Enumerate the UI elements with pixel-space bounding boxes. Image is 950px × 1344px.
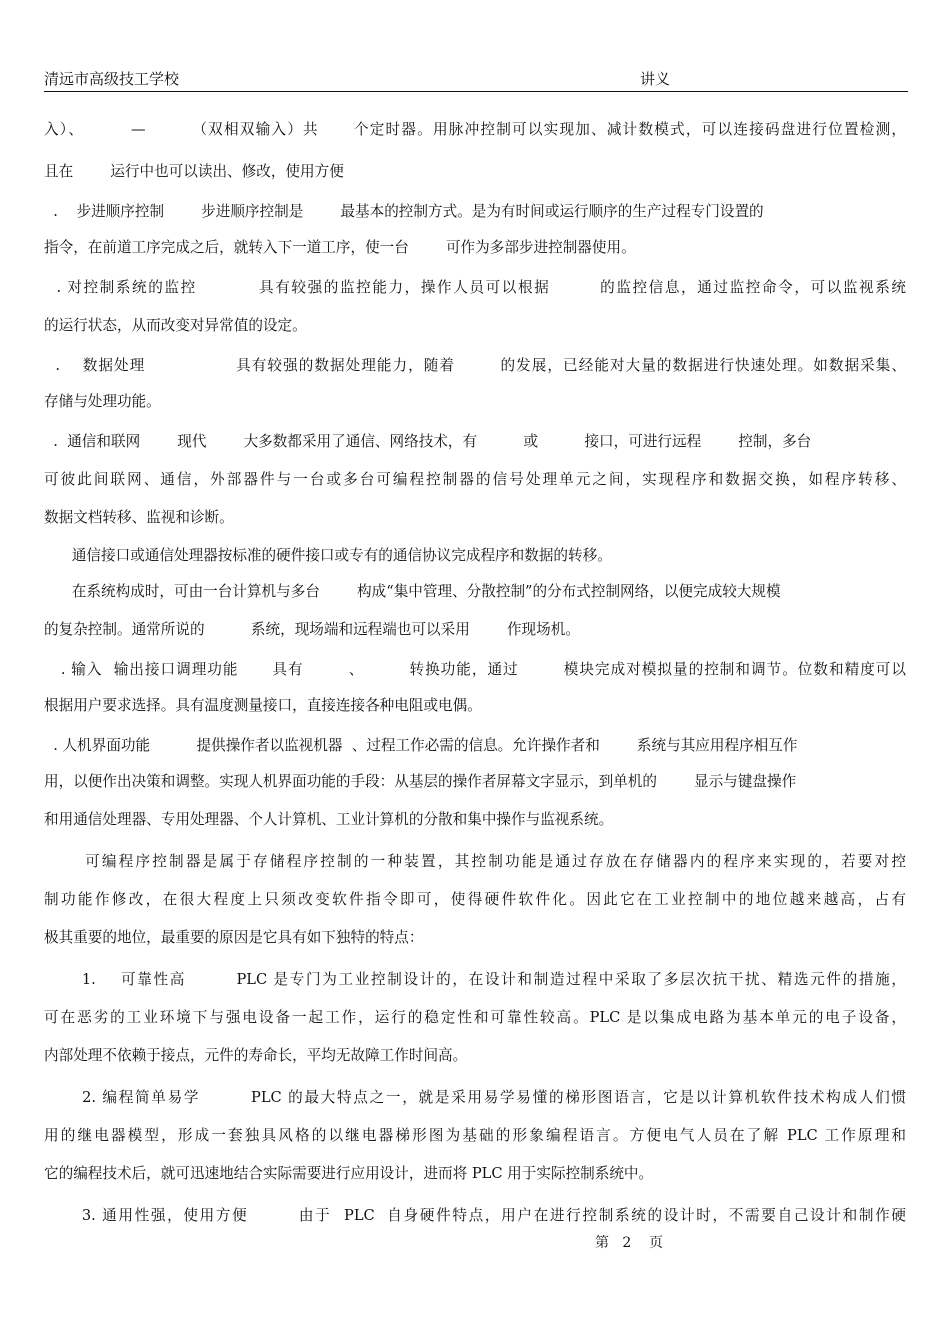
text-line: 可编程序控制器是属于存储程序控制的一种装置，其控制功能是通过存放在存储器内的程序来实现的，若要对控	[44, 853, 906, 870]
text-line: . 人机界面功能 提供操作者以监视机器 、过程工作必需的信息。允许操作者和 系统与其应用程序相互作	[44, 737, 798, 754]
page-number: 第 2 页	[595, 1235, 664, 1251]
text-line: 入）、 — （双相双输入）共 个定时器。用脉冲控制可以实现加、减计数模式，可以连接码盘进行位置检测，	[44, 121, 906, 138]
text-line: 在系统构成时，可由一台计算机与多台 构成“集中管理、分散控制”的分布式控制网络，以便完成较大规模	[44, 583, 781, 600]
text-line: 存储与处理功能。	[44, 393, 161, 410]
text-line: 极其重要的地位，最重要的原因是它具有如下独特的特点：	[44, 929, 424, 946]
text-line: 数据文档转移、监视和诊断。	[44, 509, 234, 526]
text-line: 1. 可靠性高 PLC 是专门为工业控制设计的，在设计和制造过程中采取了多层次抗干扰、精选元件的措施，	[44, 971, 906, 988]
text-line: . 步进顺序控制 步进顺序控制是 最基本的控制方式。是为有时间或运行顺序的生产过程专门设置的	[44, 203, 764, 220]
text-line: 指令，在前道工序完成之后，就转入下一道工序，使一台 可作为多部步进控制器使用。	[44, 239, 636, 256]
text-line: 可彼此间联网、通信，外部器件与一台或多台可编程控制器的信号处理单元之间，实现程序和数据交换，如程序转移、	[44, 471, 906, 488]
text-line: 用，以便作出决策和调整。实现人机界面功能的手段：从基层的操作者屏幕文字显示，到单机的 显示与键盘操作	[44, 773, 797, 790]
text-line: . 通信和联网 现代 大多数都采用了通信、网络技术，有 或 接口，可进行远程 控制，多台	[44, 433, 812, 450]
page-header	[44, 68, 908, 92]
text-line: 3. 通用性强，使用方便 由于 PLC 自身硬件特点，用户在进行控制系统的设计时，不需要自己设计和制作硬	[44, 1207, 906, 1224]
text-line: 根据用户要求选择。具有温度测量接口，直接连接各种电阻或电偶。	[44, 697, 482, 714]
text-line: 用的继电器模型，形成一套独具风格的以继电器梯形图为基础的形象编程语言。方便电气人员在了解 PLC 工作原理和	[44, 1127, 906, 1144]
text-line: 且在 运行中也可以读出、修改，使用方便	[44, 163, 344, 180]
header-rule	[44, 91, 908, 92]
text-line: 制功能作修改，在很大程度上只须改变软件指令即可，使得硬件软件化。因此它在工业控制中的地位越来越高，占有	[44, 891, 906, 908]
text-line: 可在恶劣的工业环境下与强电设备一起工作，运行的稳定性和可靠性较高。PLC 是以集成电路为基本单元的电子设备，	[44, 1009, 906, 1026]
text-line: 的运行状态，从而改变对异常值的设定。	[44, 317, 307, 334]
school-name: 清远市高级技工学校	[44, 70, 180, 88]
text-line: . 输入 输出接口调理功能 具有 、 转换功能，通过 模块完成对模拟量的控制和调节。位数和精度可以	[44, 661, 906, 678]
document-type: 讲义	[640, 70, 671, 88]
text-line: 2. 编程简单易学 PLC 的最大特点之一，就是采用易学易懂的梯形图语言，它是以计算机软件技术构成人们惯	[44, 1089, 906, 1106]
text-line: . 对控制系统的监控 具有较强的监控能力，操作人员可以根据 的监控信息，通过监控命令，可以监视系统	[44, 279, 906, 296]
text-line: 的复杂控制。通常所说的 系统，现场端和远程端也可以采用 作现场机。	[44, 621, 580, 638]
text-line: 它的编程技术后，就可迅速地结合实际需要进行应用设计，进而将 PLC 用于实际控制系统中。	[44, 1165, 654, 1182]
text-line: 通信接口或通信处理器按标准的硬件接口或专有的通信协议完成程序和数据的转移。	[44, 547, 612, 564]
text-line: . 数据处理 具有较强的数据处理能力，随着 的发展，已经能对大量的数据进行快速处理。如数据采集、	[44, 357, 906, 374]
text-line: 内部处理不依赖于接点，元件的寿命长，平均无故障工作时间高。	[44, 1047, 468, 1064]
text-line: 和用通信处理器、专用处理器、个人计算机、工业计算机的分散和集中操作与监视系统。	[44, 811, 614, 828]
